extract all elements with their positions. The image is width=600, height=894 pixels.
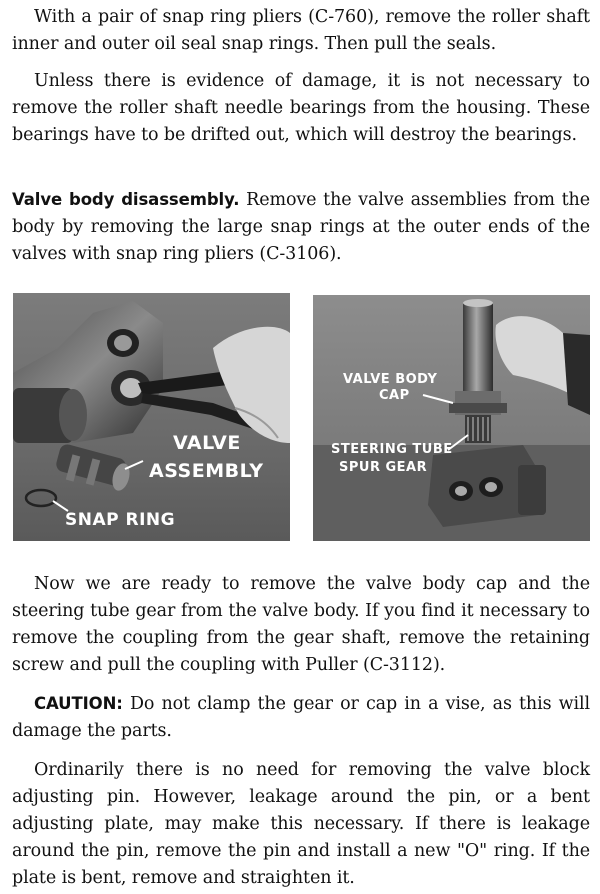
photo-valve-body-cap-image — [313, 295, 590, 541]
photo-valve-body-cap — [313, 295, 590, 541]
callout-valve-line1: VALVE — [173, 432, 241, 454]
callout-valve-body-cap-line1: VALVE BODY — [343, 372, 438, 387]
paragraph-caution — [12, 690, 590, 745]
callout-valve-body-cap-line2: CAP — [379, 388, 410, 403]
paragraph-adjusting-pin: Ordinarily there is no need for removing the valve block adjusting pin. However, leakage around the pin, or a bent adjusting plate, may make this necessary. If there is leakage around the pin, remove the pin and install a new "O" ring. If the plate is bent, remove and straighten it. — [12, 760, 590, 888]
section-heading-valve-body-disassembly: Valve body disassembly. — [12, 190, 240, 209]
paragraph-valve-body-cap-removal: Now we are ready to remove the valve body cap and the steering tube gear from the valve body. If you find it necessary to remove the coupling from the gear shaft, remove the retaining screw and pull the coupling with Puller (C-3112). — [12, 574, 590, 675]
callout-valve-line2: ASSEMBLY — [149, 460, 264, 482]
callout-steering-tube-line1: STEERING TUBE — [331, 442, 453, 457]
paragraph-needle-bearings: Unless there is evidence of damage, it is not necessary to remove the roller shaft needle bearings from the housing. These bearings have to be drifted out, which will destroy the bearings. — [12, 71, 590, 145]
paragraph-valve-body-text: Remove the valve assemblies from the body by removing the large snap rings at the outer ends of the valves with snap ring pliers (C-3106). — [12, 190, 590, 264]
callout-snap-ring: SNAP RING — [65, 510, 176, 530]
paragraph-valve-body-disassembly — [12, 186, 590, 268]
photo-valve-assembly-image — [13, 293, 290, 541]
photo-valve-assembly-removal — [13, 293, 290, 541]
callout-steering-tube-line2: SPUR GEAR — [339, 460, 428, 475]
caution-label: CAUTION: — [34, 694, 123, 713]
caution-text: Do not clamp the gear or cap in a vise, as this will damage the parts. — [12, 694, 590, 741]
paragraph-seal-removal: With a pair of snap ring pliers (C-760), remove the roller shaft inner and outer oil seal snap rings. Then pull the seals. — [12, 7, 590, 54]
